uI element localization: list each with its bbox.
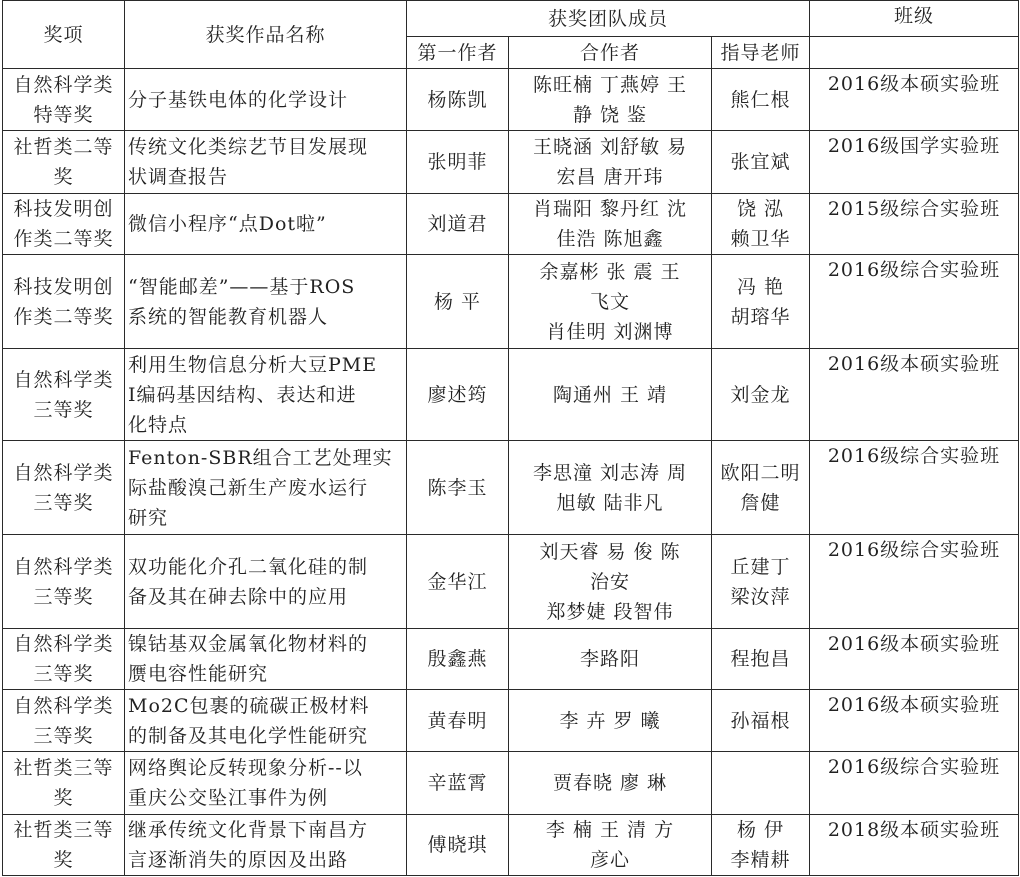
award-cell: 自然科学类 三等奖	[3, 535, 125, 629]
first-author-cell: 杨陈凯	[407, 69, 509, 131]
class-cell: 2018级本硕实验班	[810, 815, 1019, 876]
table-row	[3, 441, 1019, 535]
coauthors-cell: 李 楠 王 清 方 彦心	[509, 815, 712, 876]
class-cell: 2016级本硕实验班	[810, 69, 1019, 131]
header-work: 获奖作品名称	[125, 1, 407, 69]
first-author-cell: 廖述筠	[407, 349, 509, 441]
coauthors-cell: 贾春晓 廖 琳	[509, 752, 712, 815]
first-author-cell: 殷鑫燕	[407, 629, 509, 690]
coauthors-cell: 余嘉彬 张 震 王 飞文 肖佳明 刘渊博	[509, 255, 712, 349]
award-cell: 自然科学类 特等奖	[3, 69, 125, 131]
class-cell: 2016级本硕实验班	[810, 349, 1019, 441]
advisor-cell	[712, 752, 810, 815]
table-row	[3, 815, 1019, 876]
award-cell: 科技发明创 作类二等奖	[3, 255, 125, 349]
work-title-cell: 分子基铁电体的化学设计	[125, 69, 407, 131]
advisor-cell: 杨 伊 李精耕	[712, 815, 810, 876]
header-coauthors: 合作者	[509, 37, 712, 69]
class-cell: 2016级综合实验班	[810, 752, 1019, 815]
work-title-cell: “智能邮差”——基于ROS 系统的智能教育机器人	[125, 255, 407, 349]
header-team: 获奖团队成员	[407, 1, 810, 37]
advisor-cell: 刘金龙	[712, 349, 810, 441]
advisor-cell: 饶 泓 赖卫华	[712, 194, 810, 255]
work-title-cell: 镍钴基双金属氧化物材料的 赝电容性能研究	[125, 629, 407, 690]
advisor-cell: 欧阳二明 詹健	[712, 441, 810, 535]
award-cell: 社哲类三等 奖	[3, 815, 125, 876]
class-cell: 2016级本硕实验班	[810, 629, 1019, 690]
work-title-cell: 微信小程序“点Dot啦”	[125, 194, 407, 255]
work-title-cell: 继承传统文化背景下南昌方 言逐渐消失的原因及出路	[125, 815, 407, 876]
coauthors-cell: 肖瑞阳 黎丹红 沈 佳浩 陈旭鑫	[509, 194, 712, 255]
work-title-cell: Fenton-SBR组合工艺处理实 际盐酸溴己新生产废水运行 研究	[125, 441, 407, 535]
award-cell: 社哲类三等 奖	[3, 752, 125, 815]
table-row	[3, 194, 1019, 255]
class-cell: 2016级综合实验班	[810, 535, 1019, 629]
work-title-cell: 利用生物信息分析大豆PME I编码基因结构、表达和进 化特点	[125, 349, 407, 441]
header-award: 奖项	[3, 1, 125, 69]
first-author-cell: 黄春明	[407, 690, 509, 752]
first-author-cell: 张明菲	[407, 131, 509, 194]
table-row	[3, 752, 1019, 815]
header-class: 班级	[810, 1, 1019, 37]
coauthors-cell: 陈旺楠 丁燕婷 王 静 饶 鉴	[509, 69, 712, 131]
award-cell: 自然科学类 三等奖	[3, 441, 125, 535]
advisor-cell: 程抱昌	[712, 629, 810, 690]
coauthors-cell: 李路阳	[509, 629, 712, 690]
table-row	[3, 255, 1019, 349]
coauthors-cell: 李思潼 刘志涛 周 旭敏 陆非凡	[509, 441, 712, 535]
coauthors-cell: 刘天睿 易 俊 陈 治安 郑梦婕 段智伟	[509, 535, 712, 629]
award-cell: 自然科学类 三等奖	[3, 690, 125, 752]
first-author-cell: 傅晓琪	[407, 815, 509, 876]
class-cell: 2016级本硕实验班	[810, 690, 1019, 752]
first-author-cell: 刘道君	[407, 194, 509, 255]
table-row	[3, 535, 1019, 629]
advisor-cell: 熊仁根	[712, 69, 810, 131]
table-row	[3, 69, 1019, 131]
header-advisor: 指导老师	[712, 37, 810, 69]
work-title-cell: Mo2C包裹的硫碳正极材料 的制备及其电化学性能研究	[125, 690, 407, 752]
header-class-empty	[810, 37, 1019, 69]
award-cell: 自然科学类 三等奖	[3, 349, 125, 441]
first-author-cell: 辛蓝霄	[407, 752, 509, 815]
table-row	[3, 690, 1019, 752]
class-cell: 2016级综合实验班	[810, 255, 1019, 349]
table-row	[3, 629, 1019, 690]
work-title-cell: 双功能化介孔二氧化硅的制 备及其在砷去除中的应用	[125, 535, 407, 629]
advisor-cell: 孙福根	[712, 690, 810, 752]
advisor-cell: 张宜斌	[712, 131, 810, 194]
first-author-cell: 杨 平	[407, 255, 509, 349]
class-cell: 2016级综合实验班	[810, 441, 1019, 535]
coauthors-cell: 陶通州 王 靖	[509, 349, 712, 441]
coauthors-cell: 王晓涵 刘舒敏 易 宏昌 唐开玮	[509, 131, 712, 194]
table-row	[3, 131, 1019, 194]
advisor-cell: 丘建丁 梁汝萍	[712, 535, 810, 629]
class-cell: 2016级国学实验班	[810, 131, 1019, 194]
advisor-cell: 冯 艳 胡瑢华	[712, 255, 810, 349]
header-first-author: 第一作者	[407, 37, 509, 69]
awards-table	[2, 0, 1019, 876]
award-cell: 科技发明创 作类二等奖	[3, 194, 125, 255]
first-author-cell: 陈李玉	[407, 441, 509, 535]
work-title-cell: 传统文化类综艺节目发展现 状调查报告	[125, 131, 407, 194]
award-cell: 自然科学类 三等奖	[3, 629, 125, 690]
first-author-cell: 金华江	[407, 535, 509, 629]
coauthors-cell: 李 卉 罗 曦	[509, 690, 712, 752]
work-title-cell: 网络舆论反转现象分析--以 重庆公交坠江事件为例	[125, 752, 407, 815]
table-row	[3, 349, 1019, 441]
class-cell: 2015级综合实验班	[810, 194, 1019, 255]
award-cell: 社哲类二等 奖	[3, 131, 125, 194]
